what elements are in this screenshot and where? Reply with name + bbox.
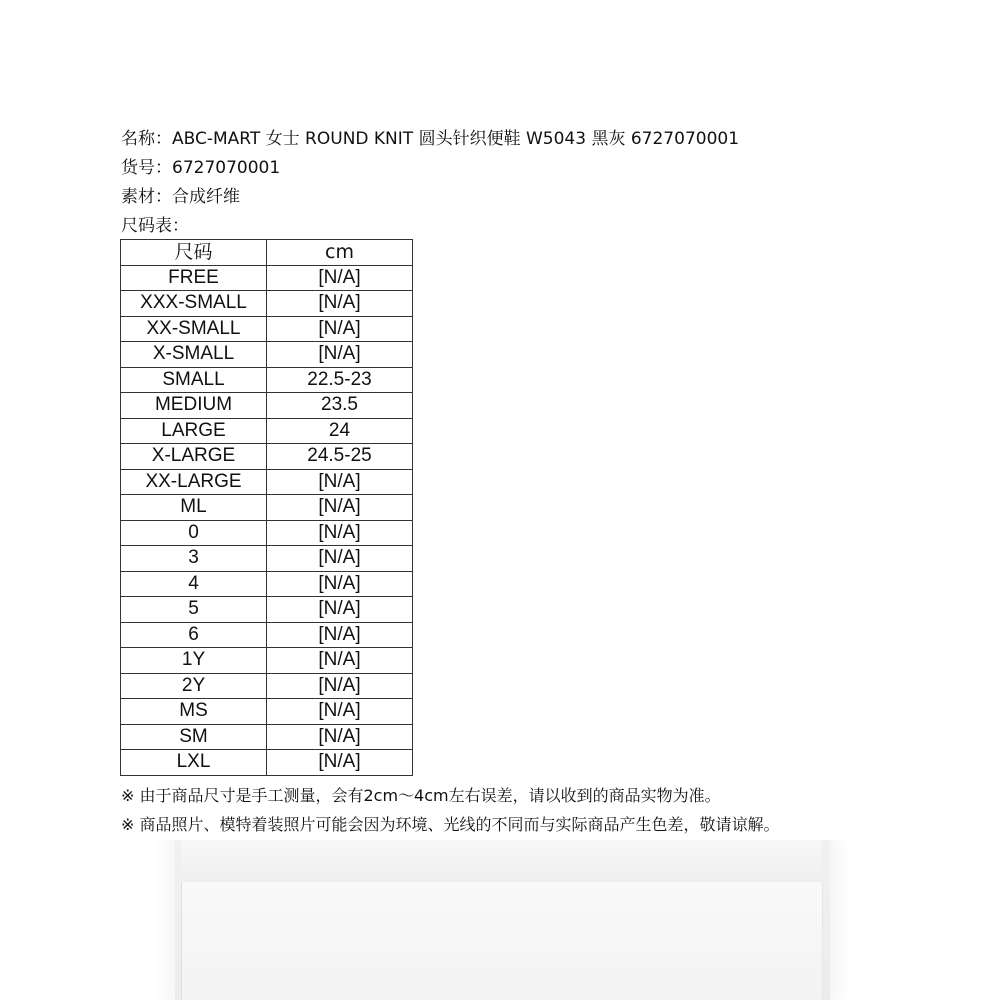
size-cell: SMALL	[121, 367, 267, 393]
table-row	[121, 342, 413, 368]
size-cell: ML	[121, 495, 267, 521]
table-row	[121, 291, 413, 317]
size-table-header-row	[121, 240, 413, 266]
table-row	[121, 648, 413, 674]
size-cell: MEDIUM	[121, 393, 267, 419]
table-row	[121, 418, 413, 444]
size-cell: 2Y	[121, 673, 267, 699]
cm-cell: [N/A]	[267, 750, 413, 776]
cm-cell: [N/A]	[267, 520, 413, 546]
cm-cell: [N/A]	[267, 622, 413, 648]
size-cell: FREE	[121, 265, 267, 291]
size-table-body	[121, 265, 413, 775]
cm-cell: [N/A]	[267, 316, 413, 342]
table-row	[121, 265, 413, 291]
cm-cell: [N/A]	[267, 546, 413, 572]
size-cell: XX-SMALL	[121, 316, 267, 342]
cm-cell: 24.5-25	[267, 444, 413, 470]
table-row	[121, 622, 413, 648]
size-cell: LARGE	[121, 418, 267, 444]
cm-cell: [N/A]	[267, 648, 413, 674]
size-cell: XX-LARGE	[121, 469, 267, 495]
product-info	[121, 125, 739, 241]
size-cell: 0	[121, 520, 267, 546]
color-note: ※ 商品照片、模特着装照片可能会因为环境、光线的不同而与实际商品产生色差，敬请谅解。	[121, 815, 780, 834]
size-cell: X-LARGE	[121, 444, 267, 470]
size-cell: SM	[121, 724, 267, 750]
cm-cell: [N/A]	[267, 342, 413, 368]
cm-cell: [N/A]	[267, 495, 413, 521]
cm-cell: 24	[267, 418, 413, 444]
table-row	[121, 444, 413, 470]
size-cell: 6	[121, 622, 267, 648]
table-row	[121, 316, 413, 342]
size-cell: 5	[121, 597, 267, 623]
table-row	[121, 546, 413, 572]
cm-cell: [N/A]	[267, 571, 413, 597]
display-box-top	[181, 840, 821, 882]
table-row	[121, 571, 413, 597]
table-row	[121, 393, 413, 419]
table-row	[121, 495, 413, 521]
measurement-note: ※ 由于商品尺寸是手工测量，会有2cm～4cm左右误差，请以收到的商品实物为准。	[121, 786, 721, 805]
cm-cell: 22.5-23	[267, 367, 413, 393]
table-row	[121, 367, 413, 393]
size-cell: X-SMALL	[121, 342, 267, 368]
product-name: 名称：ABC-MART 女士 ROUND KNIT 圆头针织便鞋 W5043 黑灰 6727070001	[121, 129, 740, 149]
cm-cell: [N/A]	[267, 597, 413, 623]
cm-cell: [N/A]	[267, 291, 413, 317]
product-photo-fragment	[0, 840, 1000, 1000]
cm-cell: [N/A]	[267, 673, 413, 699]
size-table-label: 尺码表：	[121, 216, 189, 236]
table-row	[121, 673, 413, 699]
size-cell: XXX-SMALL	[121, 291, 267, 317]
cm-cell: [N/A]	[267, 469, 413, 495]
size-column-header: 尺码	[121, 240, 267, 266]
table-row	[121, 520, 413, 546]
table-row	[121, 750, 413, 776]
product-sku: 货号：6727070001	[121, 158, 281, 178]
notes	[121, 781, 780, 839]
display-box	[181, 882, 823, 1000]
size-cell: 1Y	[121, 648, 267, 674]
table-row	[121, 597, 413, 623]
size-cell: LXL	[121, 750, 267, 776]
cm-cell: 23.5	[267, 393, 413, 419]
size-cell: 4	[121, 571, 267, 597]
table-row	[121, 724, 413, 750]
cm-cell: [N/A]	[267, 724, 413, 750]
cm-cell: [N/A]	[267, 699, 413, 725]
size-cell: MS	[121, 699, 267, 725]
table-row	[121, 699, 413, 725]
table-row	[121, 469, 413, 495]
size-cell: 3	[121, 546, 267, 572]
product-material: 素材：合成纤维	[121, 187, 240, 207]
size-table	[120, 239, 413, 776]
cm-cell: [N/A]	[267, 265, 413, 291]
cm-column-header: cm	[267, 240, 413, 266]
